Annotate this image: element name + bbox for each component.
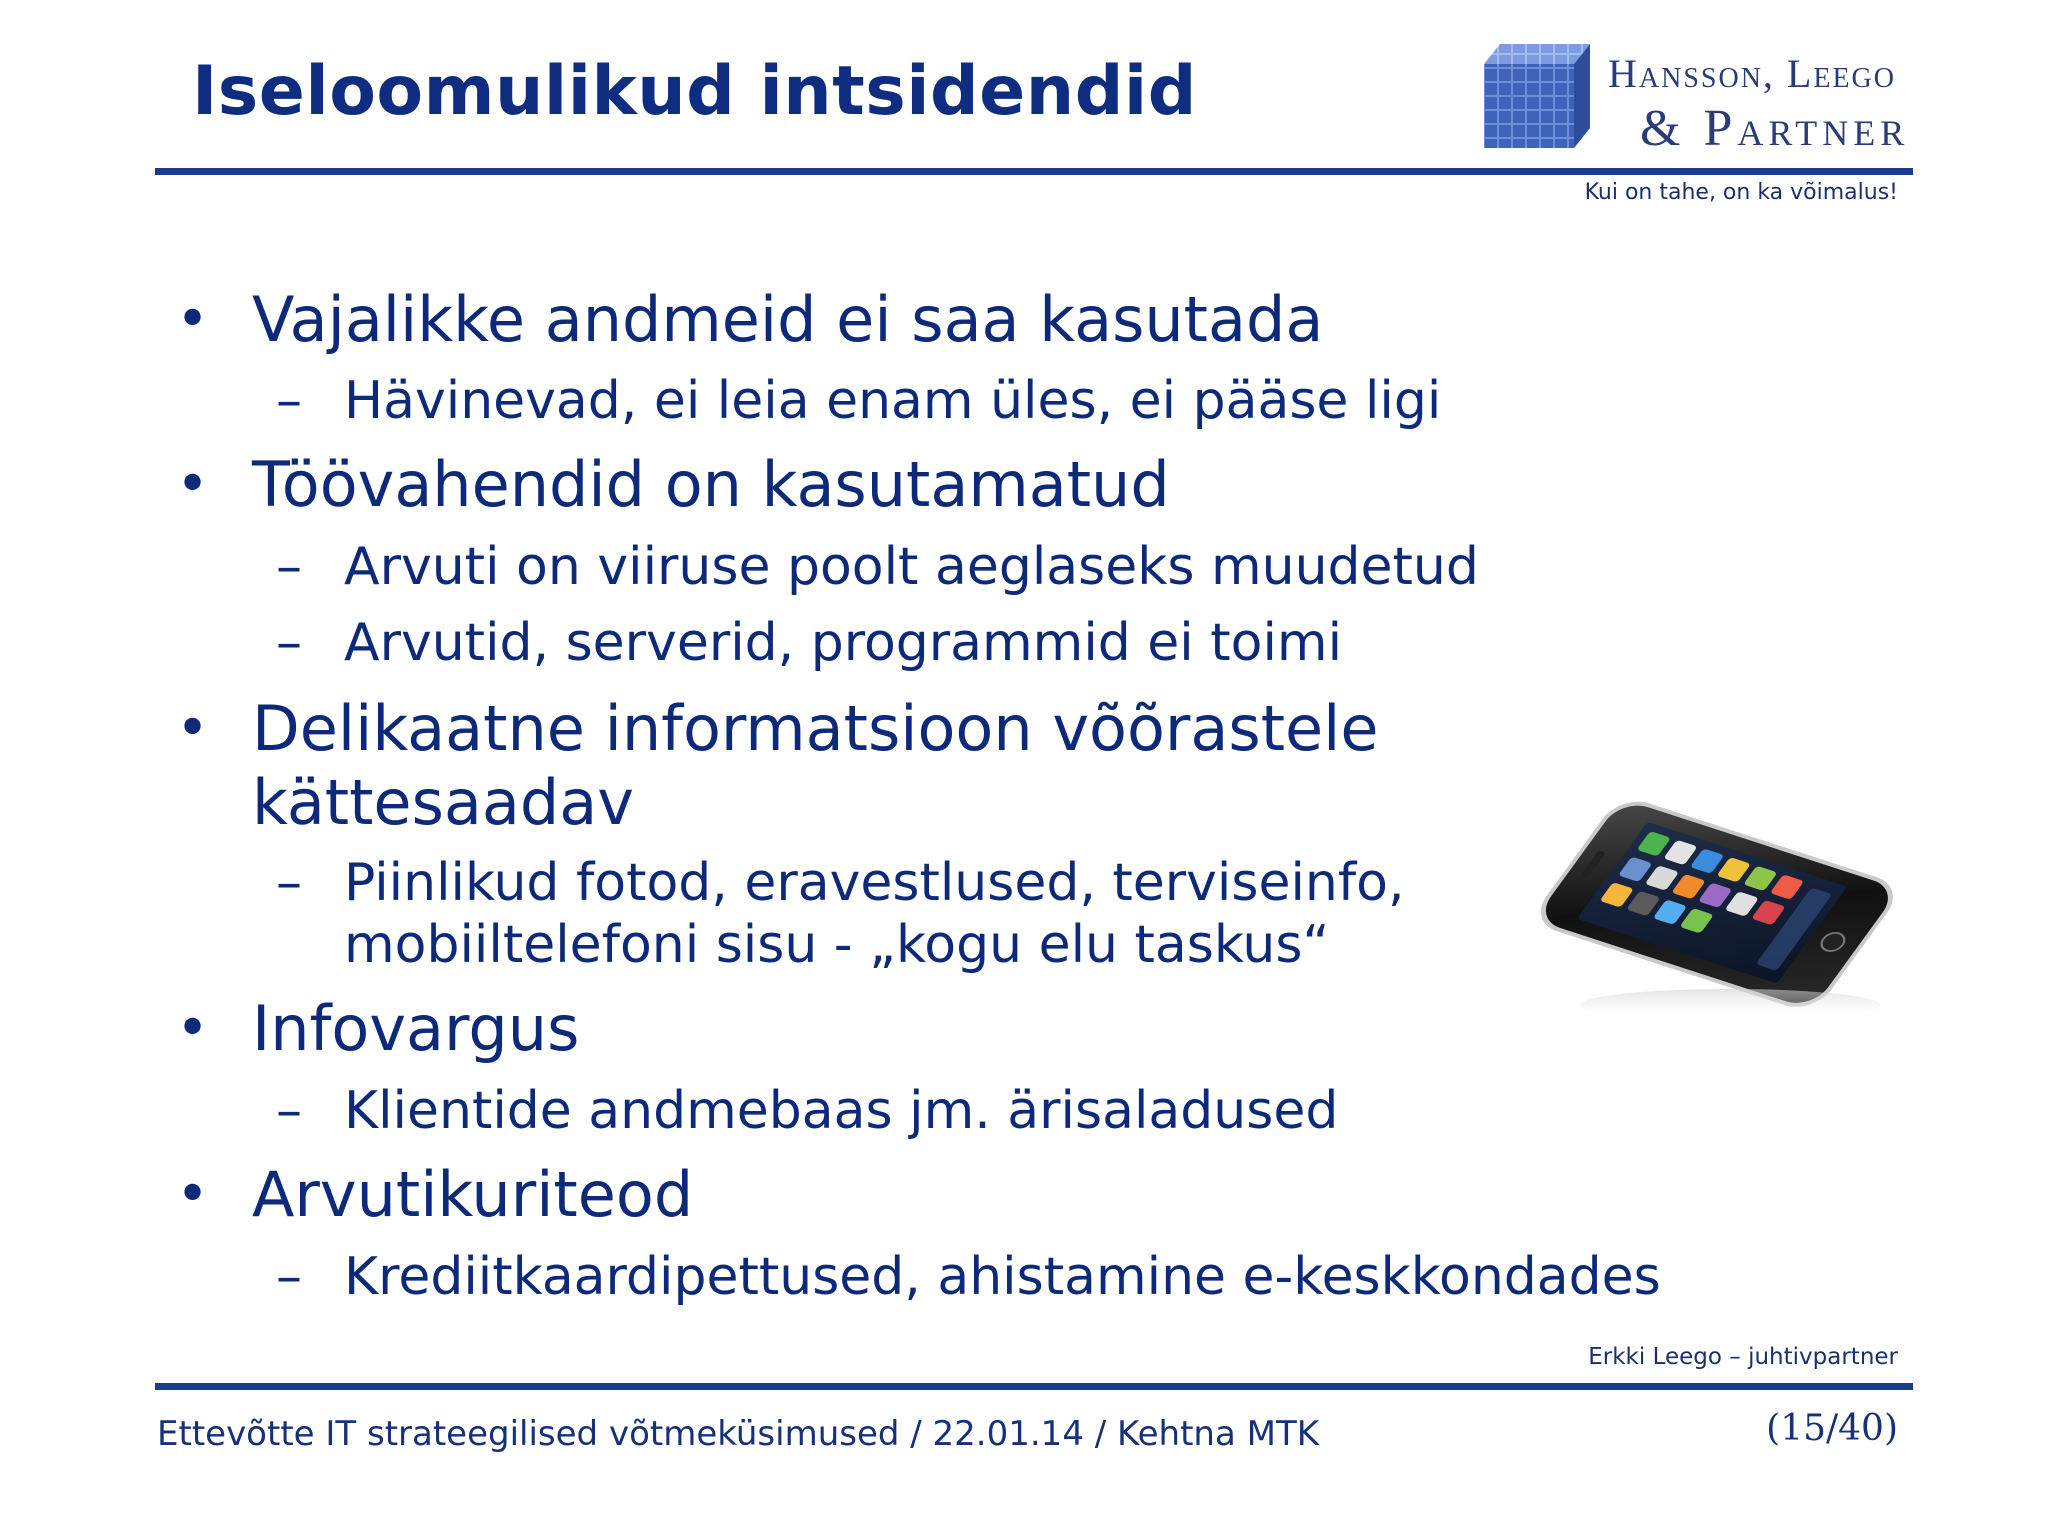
sub-text: Arvutid, serverid, programmid ei toimi (344, 613, 1343, 673)
bullet-text: Vajalikke andmeid ei saa kasutada (252, 283, 1324, 356)
bullet-marker: • (176, 696, 210, 761)
dash-marker: – (276, 371, 302, 431)
logo-text (1608, 50, 1909, 160)
dash-marker: – (276, 1247, 302, 1307)
bullet-marker: • (176, 1162, 210, 1227)
dash-marker: – (276, 613, 302, 673)
footer-text: Ettevõtte IT strateegilised võtmeküsimused / 22.01.14 / Kehtna MTK (157, 1414, 1320, 1454)
bullet-text: Delikaatne informatsioon võõrastele (252, 692, 1379, 765)
sub-text: Piinlikud fotod, eravestlused, terviseinfo, (344, 853, 1405, 913)
bullet-text: Arvutikuriteod (252, 1158, 694, 1231)
cube-logo-icon (1470, 40, 1598, 152)
company-logo (1470, 40, 1970, 160)
slide-title: Iseloomulikud intsidendid (192, 52, 1197, 131)
bullet-text: kättesaadav (252, 766, 634, 839)
sub-text: Arvuti on viiruse poolt aeglaseks muudetud (344, 537, 1479, 597)
sub-text: mobiiltelefoni sisu - „kogu elu taskus“ (344, 915, 1330, 975)
tagline: Kui on tahe, on ka võimalus! (1584, 180, 1898, 205)
logo-line2: & Partner (1640, 100, 1910, 157)
smartphone-image (1540, 780, 1900, 1030)
dash-marker: – (276, 853, 302, 913)
bullet-text: Töövahendid on kasutamatud (252, 448, 1170, 521)
dash-marker: – (276, 1081, 302, 1141)
logo-line1: Hansson, Leego (1608, 51, 1896, 96)
author-label: Erkki Leego – juhtivpartner (1588, 1344, 1898, 1370)
bullet-text: Infovargus (252, 992, 580, 1065)
page-number: (15/40) (1766, 1408, 1898, 1449)
footer-rule (155, 1383, 1913, 1390)
sub-text: Krediitkaardipettused, ahistamine e-keskkondades (344, 1247, 1661, 1307)
sub-text: Hävinevad, ei leia enam üles, ei pääse ligi (344, 371, 1442, 431)
header-rule (155, 168, 1913, 175)
sub-text: Klientide andmebaas jm. ärisaladused (344, 1081, 1339, 1141)
dash-marker: – (276, 537, 302, 597)
bullet-marker: • (176, 452, 210, 517)
bullet-marker: • (176, 996, 210, 1061)
bullet-marker: • (176, 287, 210, 352)
